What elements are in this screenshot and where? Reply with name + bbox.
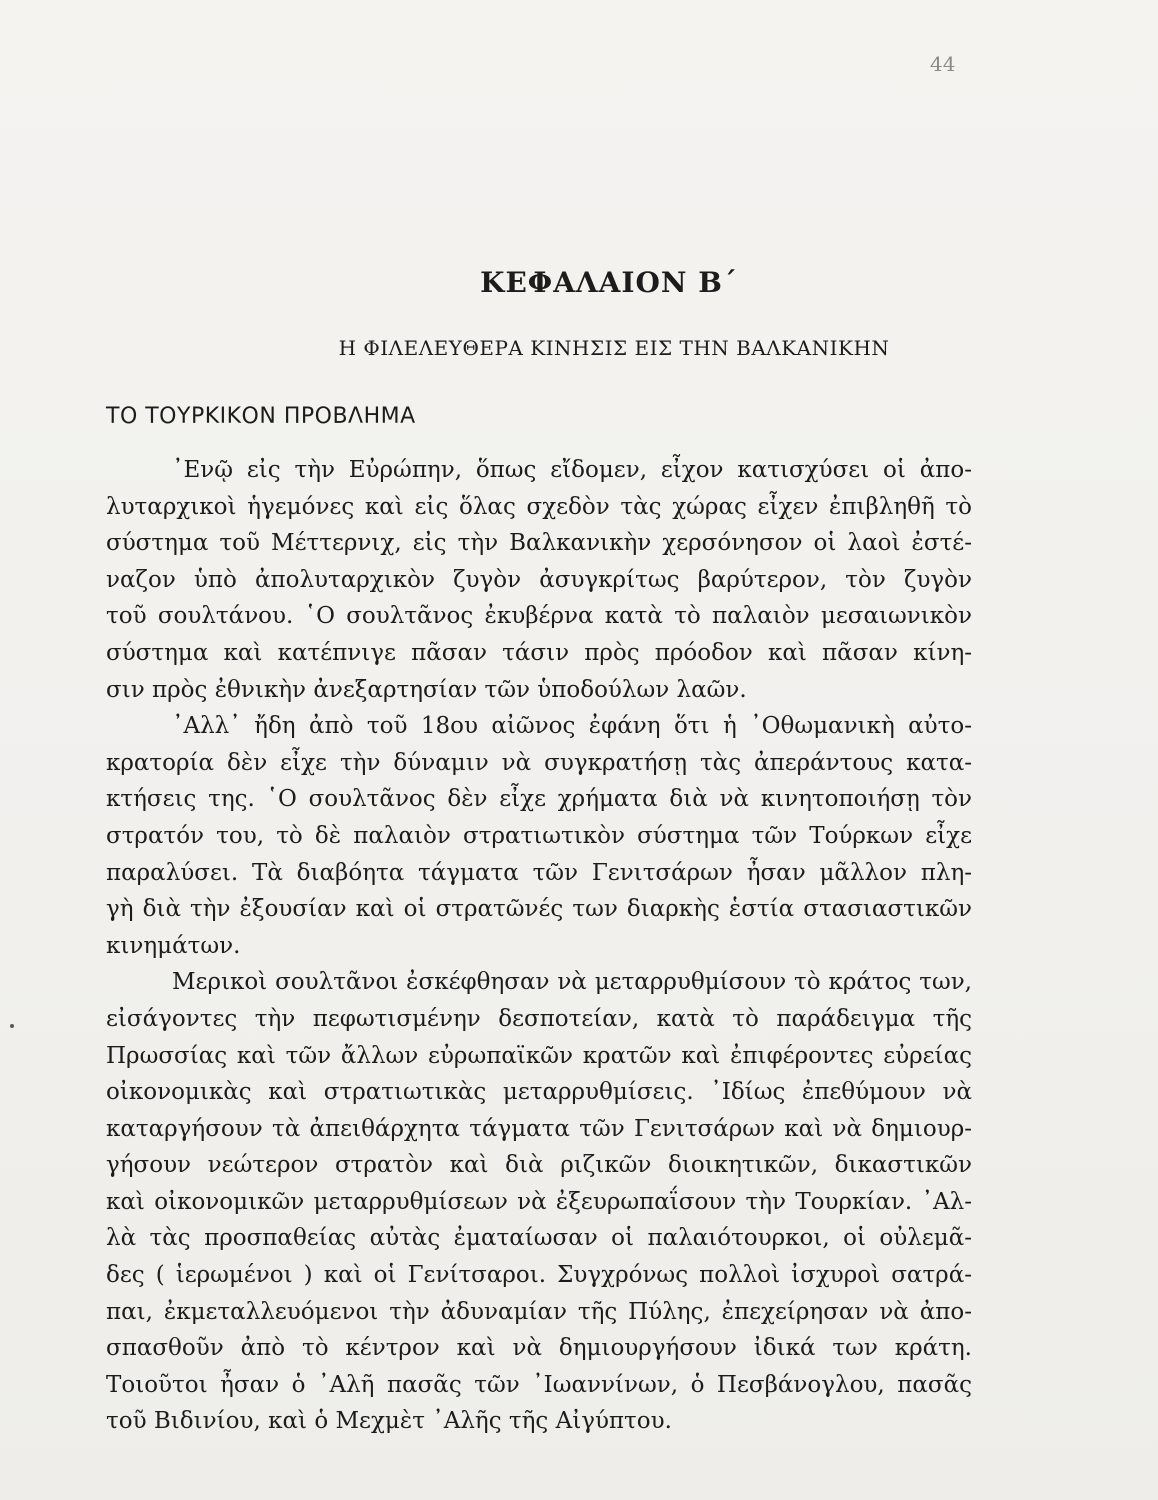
text-line: ᾿Ενῷ εἰς τὴν Εὐρώπην, ὅπως εἴδομεν, εἶχον κατισχύσει οἱ ἀπο- <box>172 457 972 483</box>
body-text <box>106 452 972 1440</box>
text-line: τοῦ Βιδινίου, καὶ ὁ Μεχμὲτ ᾿Αλῆς τῆς Αἰγύπτου. <box>106 1408 672 1435</box>
text-line: δες ( ἱερωμένοι ) καὶ οἱ Γενίτσαροι. Συγχρόνως πολλοὶ ἰσχυροὶ σατρά- <box>106 1262 972 1289</box>
page-number: 44 <box>930 52 956 76</box>
paragraph <box>106 708 972 964</box>
text-line: σύστημα καὶ κατέπνιγε πᾶσαν τάσιν πρὸς πρόοδον καὶ πᾶσαν κίνη- <box>106 639 972 666</box>
paper-speck <box>10 1024 14 1028</box>
chapter-subtitle: Η ΦΙΛΕΛΕΥΘΕΡΑ ΚΙΝΗΣΙΣ ΕΙΣ ΤΗΝ ΒΑΛΚΑΝΙΚΗΝ <box>338 336 890 360</box>
section-heading: ΤΟ ΤΟΥΡΚΙΚΟΝ ΠΡΟΒΛΗΜΑ <box>106 404 416 429</box>
text-line: λυταρχικοὶ ἡγεμόνες καὶ εἰς ὅλας σχεδὸν τὰς χώρας εἶχεν ἐπιβληθῆ τὸ <box>106 493 972 520</box>
text-line: καταργήσουν τὰ ἀπειθάρχητα τάγματα τῶν Γενιτσάρων καὶ νὰ δημιουρ- <box>106 1115 972 1142</box>
text-line: γήσουν νεώτερον στρατὸν καὶ διὰ ριζικῶν διοικητικῶν, δικαστικῶν <box>106 1152 972 1179</box>
text-line: εἰσάγοντες τὴν πεφωτισμένην δεσποτείαν, κατὰ τὸ παράδειγμα τῆς <box>106 1005 972 1032</box>
text-line: λὰ τὰς προσπαθείας αὐτὰς ἐματαίωσαν οἱ παλαιότουρκοι, οἱ οὐλεμᾶ- <box>106 1225 972 1252</box>
text-line: οἰκονομικὰς καὶ στρατιωτικὰς μεταρρυθμίσεις. ᾿Ιδίως ἐπεθύμουν νὰ <box>106 1079 972 1106</box>
text-line: Μερικοὶ σουλτᾶνοι ἐσκέφθησαν νὰ μεταρρυθμίσουν τὸ κράτος των, <box>172 969 972 996</box>
chapter-title: ΚΕΦΑΛΑΙΟΝ Β΄ <box>480 266 738 299</box>
text-line: σπασθοῦν ἀπὸ τὸ κέντρον καὶ νὰ δημιουργήσουν ἰδικά των κράτη. <box>106 1335 972 1362</box>
text-line: ᾿Αλλ᾿ ἤδη ἀπὸ τοῦ 18ου αἰῶνος ἐφάνη ὅτι ἡ ᾿Οθωμανικὴ αὐτο- <box>172 713 972 740</box>
text-line: Τοιοῦτοι ἦσαν ὁ ᾿Αλῆ πασᾶς τῶν ᾿Ιωαννίνων, ὁ Πεσβάνογλου, πασᾶς <box>106 1371 972 1398</box>
text-line: σιν πρὸς ἐθνικὴν ἀνεξαρτησίαν τῶν ὑποδούλων λαῶν. <box>106 676 747 703</box>
text-line: Πρωσσίας καὶ τῶν ἄλλων εὐρωπαϊκῶν κρατῶν καὶ ἐπιφέροντες εὐρείας <box>106 1042 972 1069</box>
text-line: κρατορία δὲν εἶχε τὴν δύναμιν νὰ συγκρατήσῃ τὰς ἀπεράντους κατα- <box>106 749 972 776</box>
text-line: καὶ οἰκονομικῶν μεταρρυθμίσεων νὰ ἐξευρωπαΐσουν τὴν Τουρκίαν. ᾿Αλ- <box>106 1188 972 1215</box>
paragraph <box>106 964 972 1440</box>
text-line: στρατόν του, τὸ δὲ παλαιὸν στρατιωτικὸν σύστημα τῶν Τούρκων εἶχε <box>106 822 972 849</box>
text-line: κτήσεις της. ῾Ο σουλτᾶνος δὲν εἶχε χρήματα διὰ νὰ κινητοποιήσῃ τὸν <box>106 786 972 813</box>
text-line: παραλύσει. Τὰ διαβόητα τάγματα τῶν Γενιτσάρων ἦσαν μᾶλλον πλη- <box>106 859 972 886</box>
paragraph <box>106 452 972 708</box>
text-line: παι, ἐκμεταλλευόμενοι τὴν ἀδυναμίαν τῆς Πύλης, ἐπεχείρησαν νὰ ἀπο- <box>106 1298 972 1325</box>
text-line: κινημάτων. <box>106 932 241 959</box>
text-line: σύστημα τοῦ Μέττερνιχ, εἰς τὴν Βαλκανικὴν χερσόνησον οἱ λαοὶ ἐστέ- <box>106 530 972 557</box>
text-line: τοῦ σουλτάνου. ῾Ο σουλτᾶνος ἐκυβέρνα κατὰ τὸ παλαιὸν μεσαιωνικὸν <box>106 603 972 630</box>
text-line: ναζον ὑπὸ ἀπολυταρχικὸν ζυγὸν ἀσυγκρίτως βαρύτερον, τὸν ζυγὸν <box>106 566 972 593</box>
text-line: γὴ διὰ τὴν ἐξουσίαν καὶ οἱ στρατῶνές των διαρκὴς ἑστία στασιαστικῶν <box>106 896 972 923</box>
